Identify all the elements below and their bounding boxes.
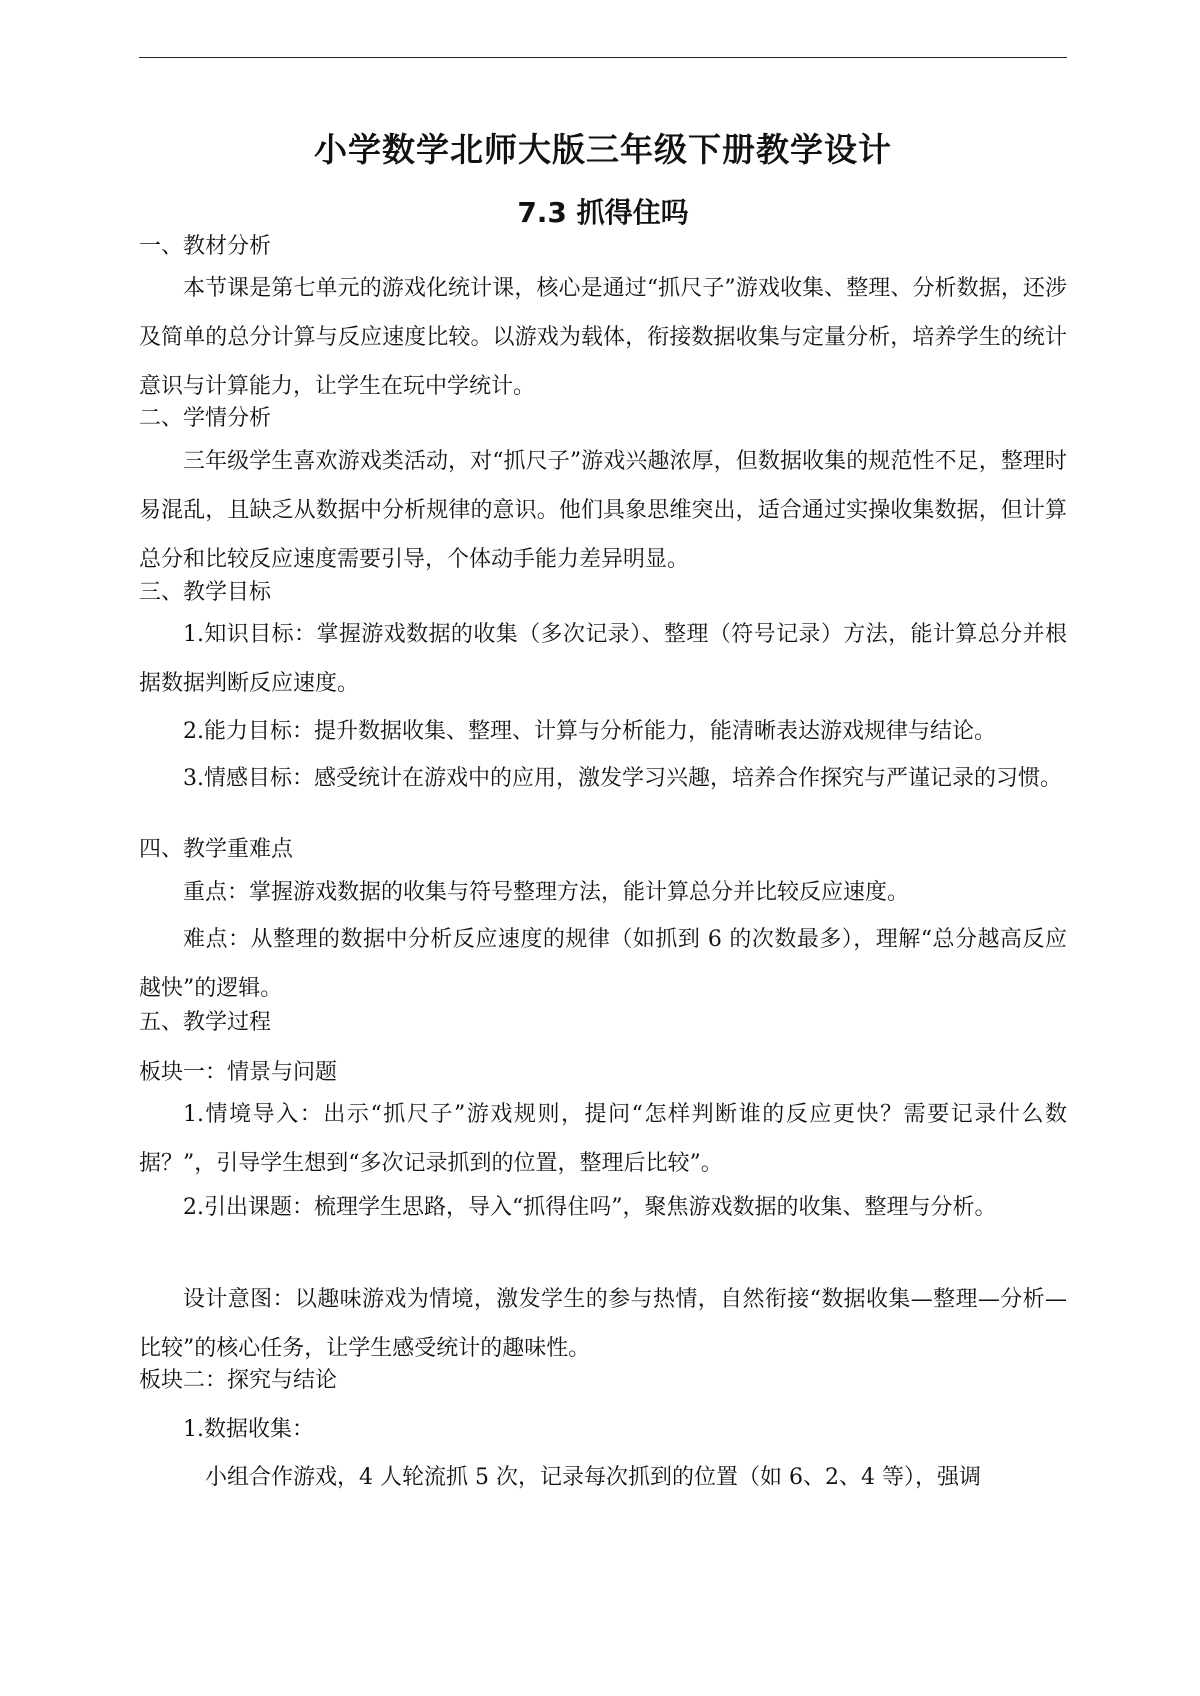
paragraph: 难点：从整理的数据中分析反应速度的规律（如抓到 6 的次数最多），理解“总分越高反应越快”的逻辑。 [139,927,1067,1001]
item-heading: 1.数据收集： [183,1417,314,1442]
document-title: 小学数学北师大版三年级下册教学设计 [314,130,892,169]
header-rule [139,57,1067,58]
lesson-title: 7.3 抓得住吗 [517,196,689,229]
paragraph: 本节课是第七单元的游戏化统计课，核心是通过“抓尺子”游戏收集、整理、分析数据，还涉及简单的总分计算与反应速度比较。以游戏为载体，衔接数据收集与定量分析，培养学生的统计意识与计算能力，让学生在玩中学统计。 [139,276,1067,399]
paragraph: 2.引出课题：梳理学生思路，导入“抓得住吗”，聚焦游戏数据的收集、整理与分析。 [183,1195,997,1220]
paragraph: 三年级学生喜欢游戏类活动，对“抓尺子”游戏兴趣浓厚，但数据收集的规范性不足，整理时易混乱，且缺乏从数据中分析规律的意识。他们具象思维突出，适合通过实操收集数据，但计算总分和比较反应速度需要引导，个体动手能力差异明显。 [139,449,1067,572]
section-heading: 四、教学重难点 [139,837,294,862]
paragraph: 1.情境导入：出示“抓尺子”游戏规则，提问“怎样判断谁的反应更快？需要记录什么数据？”，引导学生想到“多次记录抓到的位置，整理后比较”。 [139,1102,1067,1176]
paragraph: 3.情感目标：感受统计在游戏中的应用，激发学习兴趣，培养合作探究与严谨记录的习惯。 [183,766,1062,791]
section-heading: 一、教材分析 [139,234,272,259]
section-heading: 三、教学目标 [139,580,272,605]
paragraph: 设计意图：以趣味游戏为情境，激发学生的参与热情，自然衔接“数据收集—整理—分析—比较”的核心任务，让学生感受统计的趣味性。 [139,1287,1067,1361]
paragraph: 小组合作游戏，4 人轮流抓 5 次，记录每次抓到的位置（如 6、2、4 等），强调 [205,1465,981,1490]
paragraph: 重点：掌握游戏数据的收集与符号整理方法，能计算总分并比较反应速度。 [183,880,910,905]
paragraph: 1.知识目标：掌握游戏数据的收集（多次记录）、整理（符号记录）方法，能计算总分并根据数据判断反应速度。 [139,622,1067,696]
subsection-heading: 板块二：探究与结论 [139,1368,338,1393]
subsection-heading: 板块一：情景与问题 [139,1060,338,1085]
paragraph: 2.能力目标：提升数据收集、整理、计算与分析能力，能清晰表达游戏规律与结论。 [183,719,996,744]
section-heading: 五、教学过程 [139,1010,272,1035]
section-heading: 二、学情分析 [139,406,272,431]
